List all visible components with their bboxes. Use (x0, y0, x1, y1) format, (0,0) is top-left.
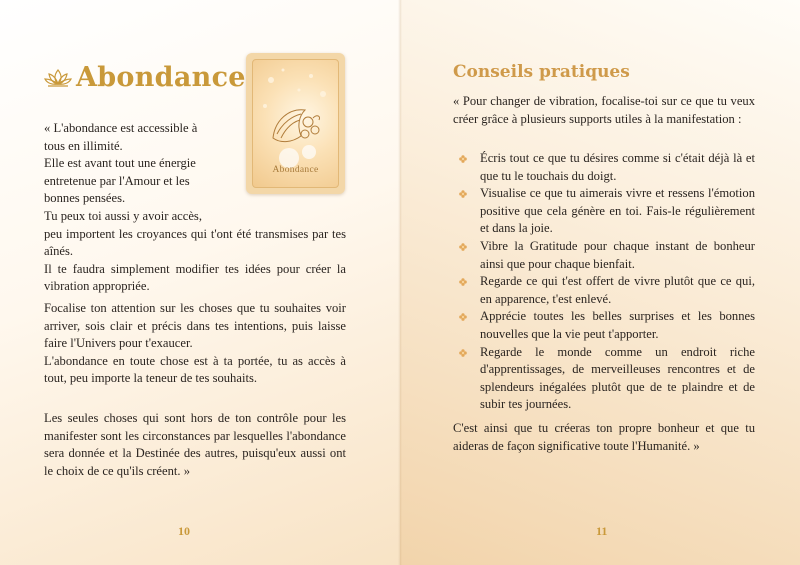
list-item-text: Visualise ce que tu aimerais vivre et ressens l'émotion positive que cela génère en toi. Fais-le régulièrement et dans la joie. (480, 186, 755, 236)
intro-text: « Pour changer de vibration, focalise-toi sur ce que tu veux créer grâce à plusieurs supports utiles à la manifestation : (453, 94, 755, 126)
paragraph-text: Il te faudra simplement modifier tes idées pour créer la vibration appropriée. (44, 261, 346, 294)
intro-line: Elle est avant tout une énergie (44, 156, 196, 171)
list-item-text: Vibre la Gratitude pour chaque instant de bonheur ainsi que pour chaque bienfait. (480, 238, 755, 271)
flower-bullet-icon (459, 190, 467, 198)
page-number-right: 11 (596, 524, 608, 538)
intro-line: « L'abondance est accessible à (44, 121, 198, 135)
page-title: Abondance (76, 62, 246, 93)
list-item (453, 185, 755, 238)
list-item (453, 273, 755, 308)
list-item (453, 238, 755, 273)
oracle-card (246, 53, 345, 194)
list-item (453, 308, 755, 343)
right-outro (453, 420, 755, 455)
outro-text: C'est ainsi que tu créeras ton propre bonheur et que tu aideras de façon significative toute l'Humanité. » (453, 421, 755, 453)
list-item-text: Regarde le monde comme un endroit riche d'apprentissages, de merveilleuses rencontres et de splendeurs inégalées plutôt que de te plaindre et de subir tes journées. (480, 344, 755, 412)
list-item (453, 150, 755, 185)
flower-bullet-icon (459, 243, 467, 251)
page-number-left: 10 (178, 524, 190, 538)
paragraph-text: Les seules choses qui sont hors de ton contrôle pour les manifester sont les circonstances par lesquelles l'abondance sera donnée et la Destinée des autres, puisqu'eux aussi ont le choix de ce qu'ils créent. » (44, 411, 346, 478)
paragraph-2 (44, 300, 346, 388)
list-item (453, 344, 755, 414)
card-illustration (252, 59, 339, 188)
flower-bullet-icon (459, 349, 467, 357)
paragraph-text: peu importent les croyances qui t'ont été transmises par tes aînés. (44, 226, 346, 259)
paragraph-text: L'abondance en toute chose est à ta portée, tu as accès à tout, peu importe la teneur de tes souhaits. (44, 353, 346, 386)
flower-bullet-icon (459, 313, 467, 321)
paragraph-1 (44, 226, 346, 296)
paragraph-text: Focalise ton attention sur les choses que tu souhaites voir arriver, sois clair et précis dans tes intentions, puis laisse faire l'Univers pour t'exaucer. (44, 301, 346, 351)
list-item-text: Apprécie toutes les belles surprises et les bonnes nouvelles que la vie peut t'apporter. (480, 309, 755, 341)
flower-bullet-icon (459, 155, 467, 163)
intro-line: entretenue par l'Amour et les (44, 173, 190, 188)
list-item-text: Écris tout ce que tu désires comme si c'était déjà là et que tu le touchais du doigt. (480, 151, 755, 183)
section-heading: Conseils pratiques (453, 62, 630, 82)
intro-line: tous en illimité. (44, 138, 123, 153)
intro-line: bonnes pensées. (44, 191, 126, 206)
card-label: Abondance (272, 165, 319, 175)
intro-line: Tu peux toi aussi y avoir accès, (44, 208, 202, 223)
intro-block (44, 120, 232, 226)
tips-list (453, 150, 755, 414)
paragraph-3 (44, 410, 346, 480)
right-intro (453, 93, 755, 128)
lotus-icon (44, 67, 72, 89)
left-title-row (44, 62, 246, 93)
book-gutter (398, 0, 402, 565)
flower-bullet-icon (459, 278, 467, 286)
list-item-text: Regarde ce qui t'est offert de vivre plutôt que ce qui, en apparence, t'est enlevé. (480, 274, 755, 306)
